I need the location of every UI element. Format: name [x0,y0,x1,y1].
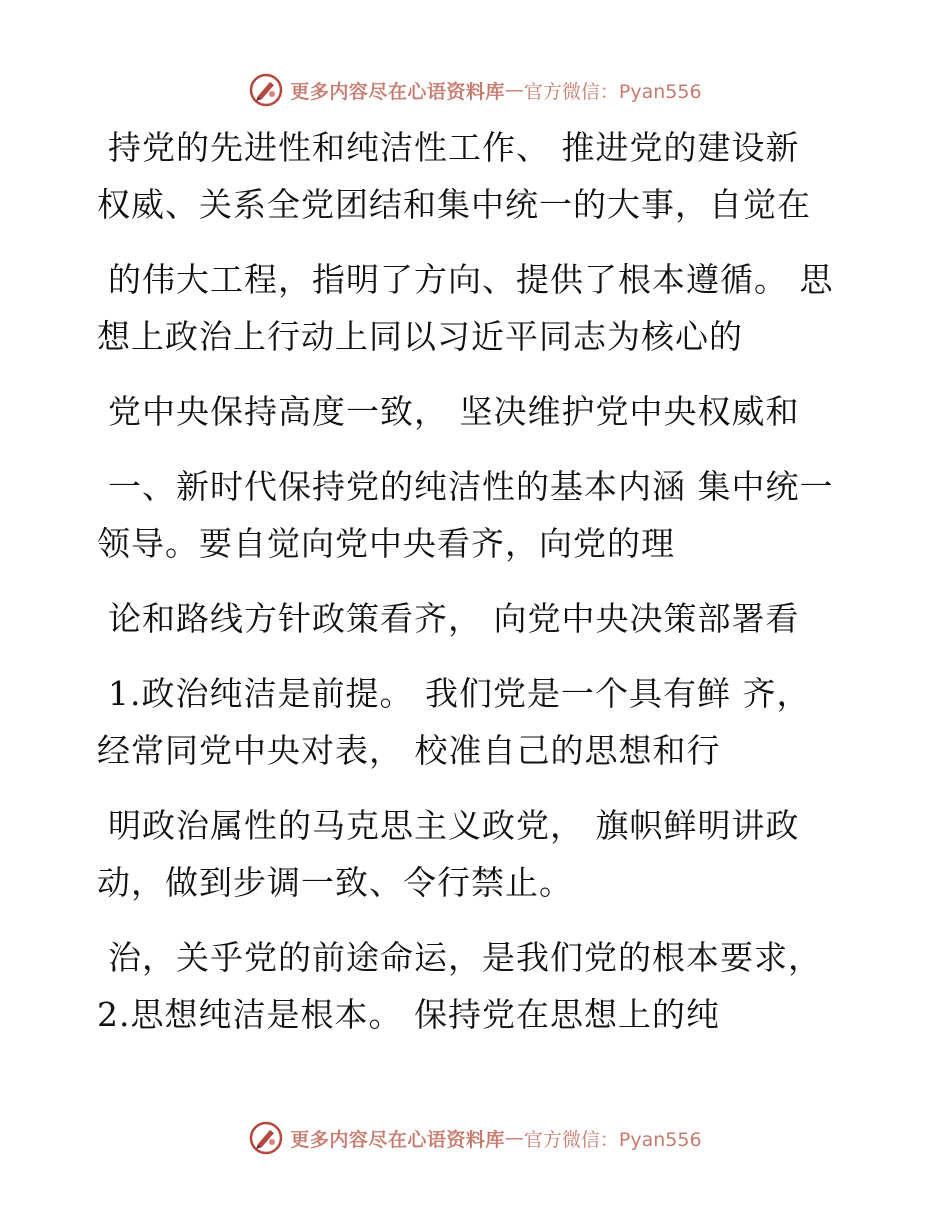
banner-contact: 官方微信：Pyan556 [523,1128,702,1151]
text-line: 领导。要自觉向党中央看齐，向党的理 [97,524,675,563]
footer-banner [0,1118,950,1158]
text-line: 1.政治纯洁是前提。 我们党是一个具有鲜 齐， [108,674,811,713]
pen-logo-icon [248,1120,284,1156]
text-line: 经常同党中央对表， 校准自己的思想和行 [97,731,721,770]
text-line: 治，关乎党的前途命运，是我们党的根本要求， [108,938,822,977]
text-line: 一、新时代保持党的纯洁性的基本内涵 集中统一 [108,467,834,506]
banner-separator: — [504,1127,524,1149]
banner-title: 更多内容尽在心语资料库 [290,80,505,103]
banner-separator: — [504,79,524,101]
banner-contact: 官方微信：Pyan556 [523,80,702,103]
text-line: 党中央保持高度一致， 坚决维护党中央权威和 [108,392,800,431]
header-banner [0,70,950,110]
text-line: 动，做到步调一致、令行禁止。 [97,863,573,902]
text-line: 明政治属性的马克思主义政党， 旗帜鲜明讲政 [108,806,800,845]
text-line: 的伟大工程，指明了方向、提供了根本遵循。 思 [108,260,834,299]
text-line: 权威、关系全党团结和集中统一的大事，自觉在 [97,185,811,224]
pen-logo-icon [248,72,284,108]
banner-title: 更多内容尽在心语资料库 [290,1128,505,1151]
text-line: 论和路线方针政策看齐， 向党中央决策部署看 [108,599,800,638]
text-line: 想上政治上行动上同以习近平同志为核心的 [97,317,743,356]
text-line: 持党的先进性和纯洁性工作、 推进党的建设新 [108,128,800,167]
text-line: 2.思想纯洁是根本。 保持党在思想上的纯 [97,995,720,1034]
